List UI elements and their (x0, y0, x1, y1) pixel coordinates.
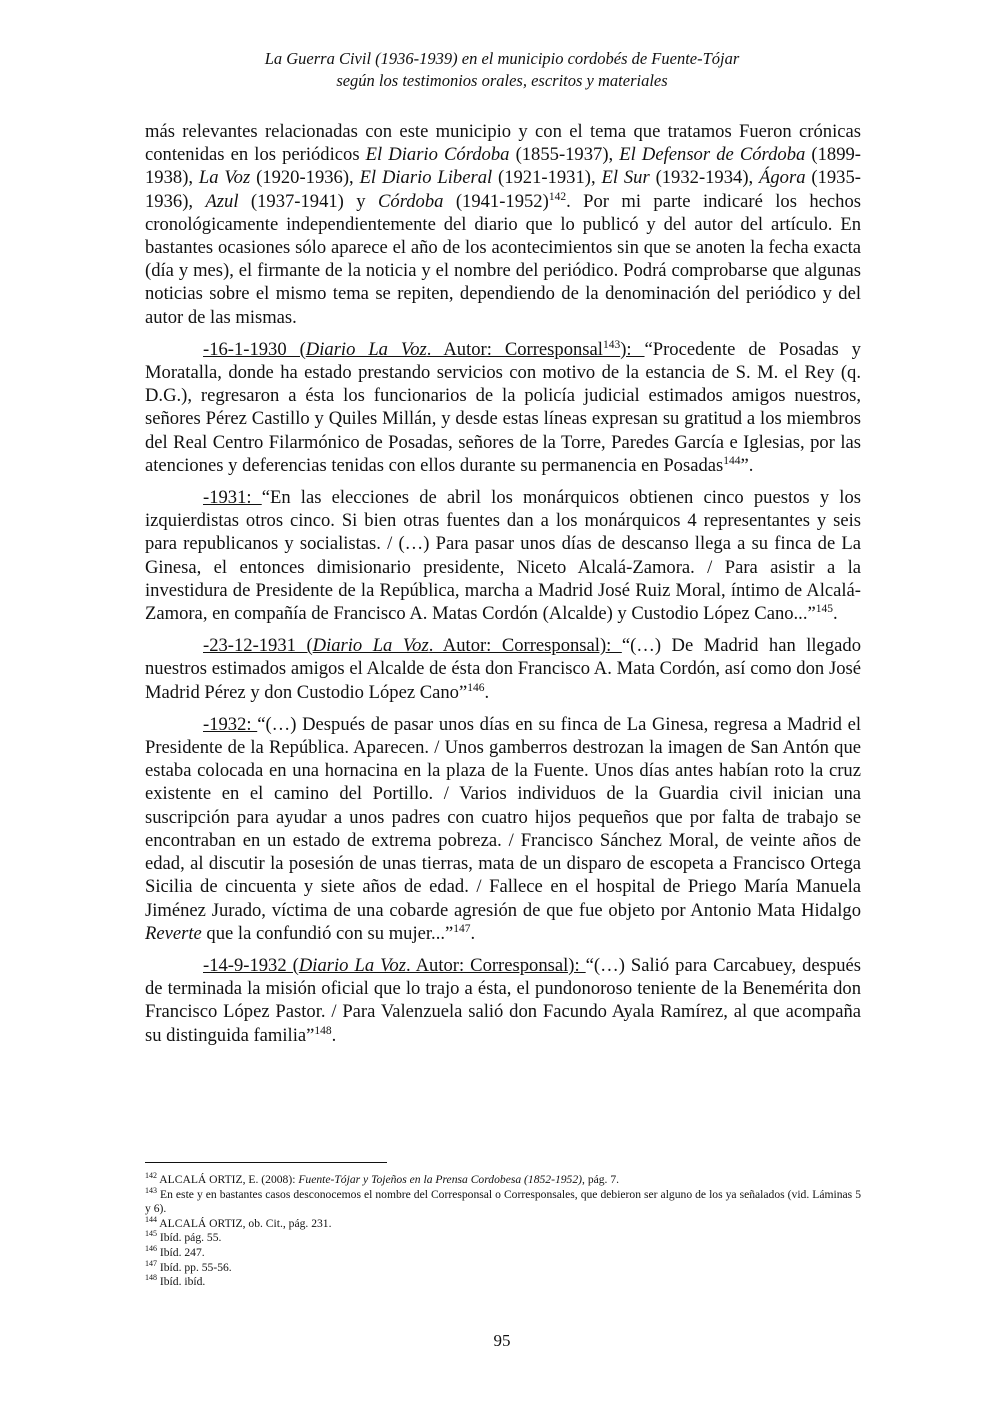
paragraph-1931 (145, 486, 861, 625)
footnote-divider (145, 1162, 387, 1163)
footnote-ref: 148 (314, 1024, 332, 1037)
footnote-ref: 143 (602, 338, 621, 351)
newspaper-title: Azul (205, 190, 239, 212)
footnote-number: 148 (145, 1273, 157, 1283)
text: . (470, 922, 476, 944)
newspaper-title: Ágora (759, 167, 806, 189)
footnote-146 (145, 1246, 861, 1261)
main-text (145, 120, 861, 1056)
newspaper-title: Diario La Voz (312, 635, 429, 657)
footnote-ref: 145 (815, 602, 833, 615)
newspaper-title: Córdoba (378, 190, 444, 212)
nickname: Reverte (145, 922, 202, 944)
footnote-147 (145, 1258, 861, 1276)
footnote-number: 143 (145, 1185, 157, 1195)
footnote-145 (145, 1231, 861, 1246)
entry-date: -23-12-1931 ( (203, 635, 313, 657)
text: . (484, 681, 490, 703)
newspaper-title: El Sur (601, 167, 650, 189)
page-number: 95 (493, 1331, 511, 1350)
text: (1921-1931), (492, 167, 602, 189)
text: . (331, 1024, 337, 1046)
newspaper-title: Diario La Voz (298, 954, 406, 976)
footnote-number: 145 (145, 1229, 157, 1239)
entry-date: -16-1-1930 ( (203, 338, 306, 360)
footnote-text: Ibíd. pág. 55. (157, 1231, 222, 1245)
text: ): (620, 338, 645, 360)
text: (1937-1941) y (238, 190, 378, 212)
paragraph-1930 (145, 338, 861, 477)
paragraph-1932 (145, 713, 861, 945)
text: . Por mi parte indicaré los hechos cronológicamente independientemente del diario que lo publicó y del autor del artículo. En bastantes ocasiones sólo aparece el año de los acontecimientos sin que se anoten la fecha exacta (día y mes), el firmante de la noticia y el nombre del periódico. Podrá comprobarse que algunas noticias sobre el mismo tema se repiten, dependiendo de la denominación del periódico y del autor de las mismas. (145, 190, 861, 328)
entry-author: . Autor: Corresponsal): (405, 954, 586, 976)
text: . (833, 603, 838, 625)
footnote-ref: 144 (723, 454, 741, 467)
newspaper-title: El Defensor de Córdoba (619, 144, 806, 166)
footnote-text: ALCALÁ ORTIZ, ob. Cit., pág. 231. (157, 1216, 332, 1230)
entry-date: -14-9-1932 ( (203, 954, 299, 976)
quote-text: “(…) Salió para Carcabuey, después de terminada la misión oficial que lo trajo a ésta, el pundonoroso teniente de la Benemérita don Francisco López Pastor. / Para Valenzuela salió don Facundo Ayala Ramírez, al que acompaña su distinguida familia” (145, 954, 861, 1046)
newspaper-title: La Voz (198, 167, 251, 189)
text: ”. (740, 454, 754, 476)
entry-heading (203, 635, 622, 656)
footnote-number: 142 (145, 1171, 157, 1181)
text: más relevantes relacionadas con este municipio y con el tema que tratamos Fueron crónicas contenidas en los periódicos (145, 121, 861, 166)
footnote-143 (145, 1185, 861, 1217)
quote-text: “En las elecciones de abril los monárquicos obtienen cinco puestos y los izquierdistas otros cinco. Si bien otras fuentes dan a los monárquicos 4 representantes y seis para republicanos y socialistas. / (…) Para pasar unos días de descanso llega a su finca de La Ginesa, el entonces dimisionario presidente, Niceto Alcalá-Zamora. / Para asistir a la investidura de Presidente de la República, marcha a Madrid José Ruiz Moral, íntimo de Alcalá-Zamora, en compañía de Francisco A. Matas Cordón (Alcalde) y Custodio López Cano...” (145, 487, 861, 625)
entry-heading: -1931: (203, 487, 262, 509)
footnote-ref: 142 (548, 190, 567, 203)
footnote-ref: 147 (453, 922, 471, 935)
quote-text: “(…) Después de pasar unos días en su finca de La Ginesa, regresa a Madrid el Presidente de la República. Aparecen. / Unos gamberros destrozan la imagen de San Antón que estaba colocada en una hornacina en la plaza de la Fuente. Unos días antes habían roto la cruz existente en el camino del Portillo. / Varios individuos de la Guardia civil inician una suscripción para ayudar a unos padres con cuatro hijos pequeños que por falta de trabajo se encontraban en un estado de extrema pobreza. / Francisco Sánchez Moral, de veinte años de edad, al discutir la posesión de unas tierras, mata de un disparo de escopeta a Francisco Ortega Sicilia de cincuenta y siete años de edad. / Fallece en el hospital de Priego María Manuela Jiménez Jurado, víctima de una cobarde agresión de que fue objeto por Antonio Mata Hidalgo (145, 713, 861, 921)
newspaper-title: Diario La Voz (305, 338, 427, 360)
entry-author: . Autor: Corresponsal): (428, 635, 622, 657)
paragraph-1931-dec (145, 634, 861, 704)
footnote-number: 146 (145, 1244, 157, 1254)
footnote-text: Ibíd. 247. (157, 1245, 205, 1259)
footnote-text: Ibíd. pp. 55-56. (157, 1260, 232, 1274)
entry-heading (203, 339, 645, 360)
footnote-text: ALCALÁ ORTIZ, E. (2008): (157, 1173, 299, 1186)
text: (1941-1952) (443, 190, 549, 212)
footnote-text: Ibíd. ibíd. (157, 1275, 206, 1289)
quote-text: que la confundió con su mujer...” (201, 922, 454, 944)
quote-text: “Procedente de Posadas y Moratalla, donde ha estado prestando servicios con motivo de la estancia de S. M. el Rey (q. D.G.), regresaron a ésta los funcionarios de la policía judicial estimados amigos nuestros, señores Pérez Castillo y Quiles Millán, y desde estas líneas expresan su gratitud a los miembros del Real Centro Filarmónico de Posadas, señores de la Torre, Paredes García e Iglesias, por las atenciones y deferencias tenidas con ellos durante su permanencia en Posadas (145, 338, 861, 476)
paragraph-1932-sep (145, 954, 861, 1047)
quote-text: “(…) De Madrid han llegado nuestros estimados amigos el Alcalde de ésta don Francisco A. Mata Cordón, así como don José Madrid Pérez y don Custodio López Cano” (145, 635, 861, 703)
footnotes (145, 1173, 861, 1290)
footnote-144 (145, 1214, 861, 1232)
text: (1932-1934), (649, 167, 760, 189)
footnote-148 (145, 1275, 861, 1290)
header-line-2: según los testimonios orales, escritos y materiales (336, 71, 668, 90)
newspaper-title: El Diario Liberal (359, 167, 493, 189)
running-header (0, 48, 1004, 92)
footnote-text: En este y en bastantes casos desconocemos el nombre del Corresponsal o Corresponsales, que debieron ser alguno de los ya señalados (vid. Láminas 5 y 6). (145, 1187, 861, 1216)
footnote-number: 147 (145, 1258, 157, 1268)
paragraph-sources (145, 120, 861, 329)
entry-heading: -1932: (203, 713, 258, 735)
footnote-text: , pág. 7. (582, 1173, 620, 1186)
entry-heading (203, 955, 586, 976)
footnote-ref: 146 (467, 681, 485, 694)
text: (1855-1937), (509, 144, 620, 166)
footnote-142 (145, 1173, 861, 1188)
newspaper-title: El Diario Córdoba (365, 144, 510, 166)
text: (1899-1938), (145, 144, 861, 189)
text: (1935-1936), (145, 167, 861, 212)
book-title: Fuente-Tójar y Tojeños en la Prensa Cordobesa (1852-1952) (298, 1173, 583, 1186)
footnote-number: 144 (145, 1214, 157, 1224)
entry-author: . Autor: Corresponsal (426, 338, 603, 360)
header-line-1: La Guerra Civil (1936-1939) en el municipio cordobés de Fuente-Tójar (264, 49, 740, 68)
text: (1920-1936), (250, 167, 360, 189)
